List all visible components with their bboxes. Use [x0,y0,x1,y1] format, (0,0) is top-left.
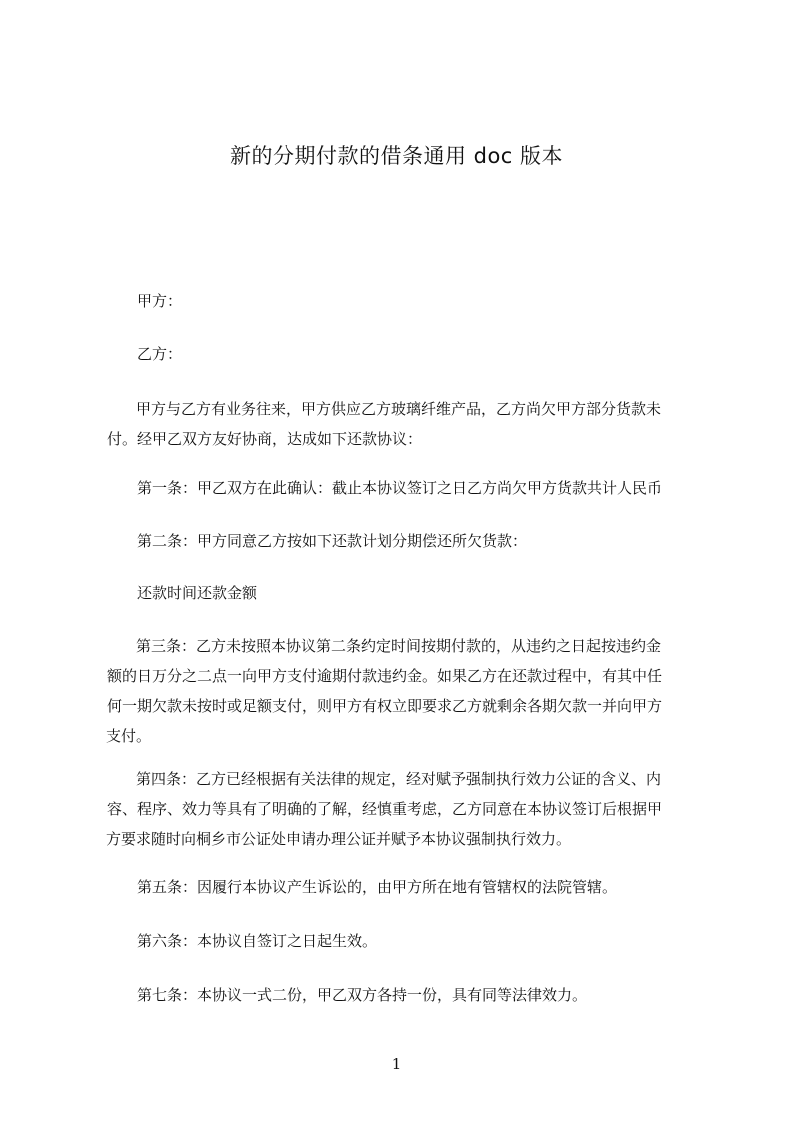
article-4 [106,764,698,854]
article-4-line-2: 容、程序、效力等具有了明确的了解，经慎重考虑，乙方同意在本协议签订后根据甲 [107,800,663,818]
article-3-line-4: 支付。 [106,727,152,745]
article-7: 第七条：本协议一式二份，甲乙双方各持一份，具有同等法律效力。 [137,986,588,1004]
intro-line-2: 付。经甲乙双方友好协商，达成如下还款协议： [107,430,423,448]
party-b-label: 乙方： [137,345,183,363]
intro-paragraph [106,394,698,454]
repayment-table-header: 还款时间还款金额 [137,584,258,602]
article-1: 第一条：甲乙双方在此确认：截止本协议签订之日乙方尚欠甲方货款共计人民币 [137,479,663,497]
article-3-line-2: 额的日万分之二点一向甲方支付逾期付款违约金。如果乙方在还款过程中，有其中任 [107,667,663,685]
article-3-line-3: 何一期欠款未按时或足额支付，则甲方有权立即要求乙方就剩余各期欠款一并向甲方 [107,697,663,715]
page-number: 1 [391,1055,402,1073]
article-3-line-1: 第三条：乙方未按照本协议第二条约定时间按期付款的，从违约之日起按违约金 [136,637,662,655]
intro-line-1: 甲方与乙方有业务往来，甲方供应乙方玻璃纤维产品，乙方尚欠甲方部分货款未 [136,400,662,418]
article-3 [106,631,698,751]
article-4-line-3: 方要求随时向桐乡市公证处申请办理公证并赋予本协议强制执行效力。 [106,830,572,848]
article-2: 第二条：甲方同意乙方按如下还款计划分期偿还所欠货款： [137,532,528,550]
document-title: 新的分期付款的借条通用 doc 版本 [229,144,564,168]
article-4-line-1: 第四条：乙方已经根据有关法律的规定，经对赋予强制执行效力公证的含义、内 [136,770,662,788]
party-a-label: 甲方： [137,292,183,310]
article-5: 第五条：因履行本协议产生诉讼的，由甲方所在地有管辖权的法院管辖。 [137,878,618,896]
article-6: 第六条：本协议自签订之日起生效。 [137,932,378,950]
